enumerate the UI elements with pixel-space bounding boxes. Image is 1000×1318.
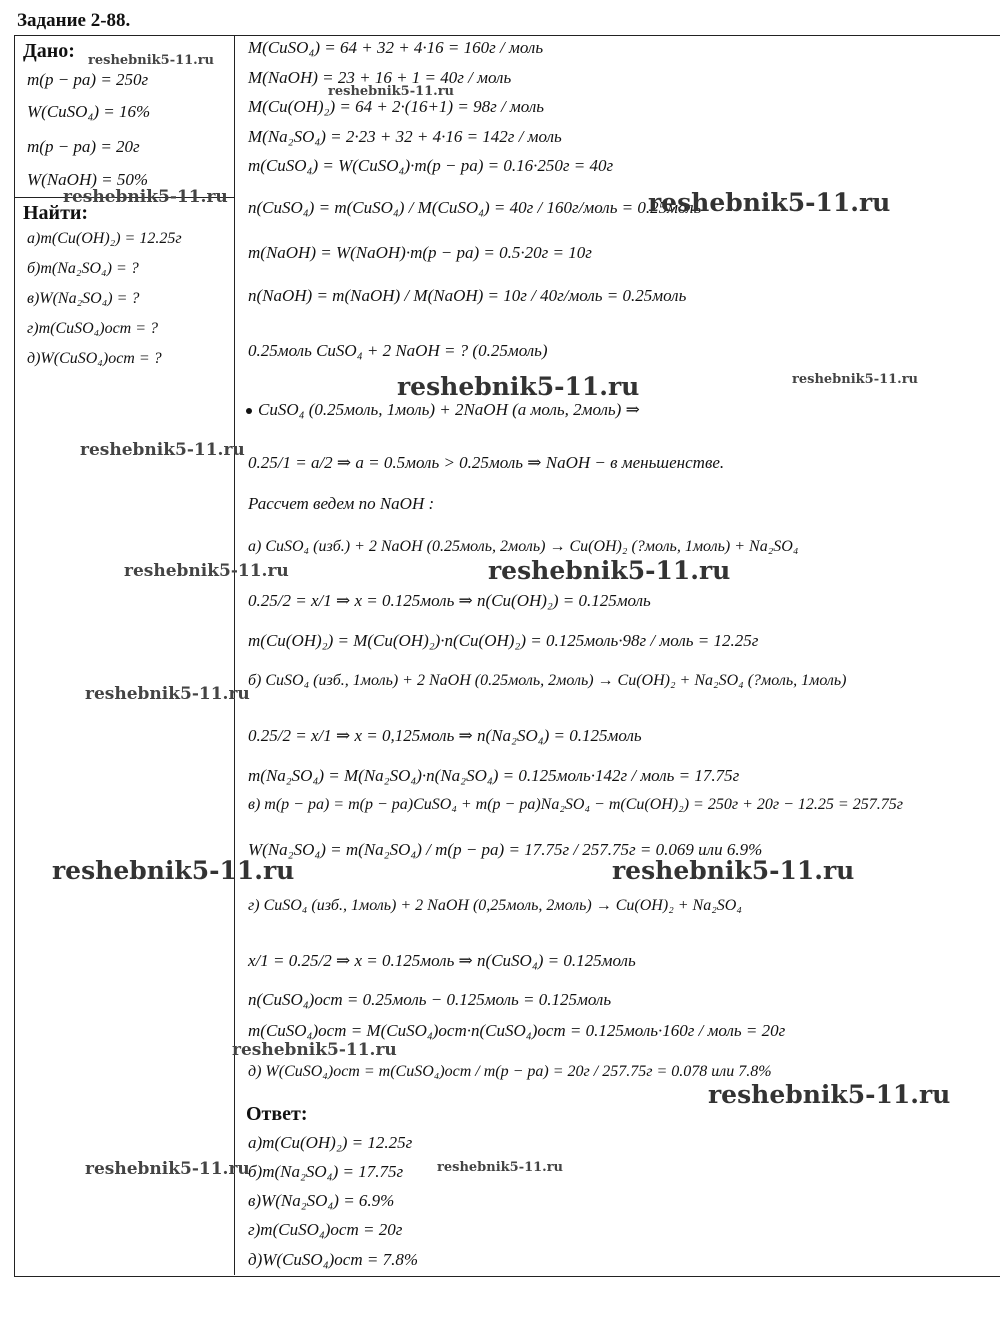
- solution-line: 0.25/2 = x/1 ⇒ x = 0,125моль ⇒ n(Na₂SO₄) = 0.125моль: [248, 726, 642, 745]
- solution-line: д) W(CuSO₄)ост = m(CuSO₄)ост / m(p − pa) = 20г / 257.75г = 0.078 или 7.8%: [248, 1063, 772, 1080]
- watermark: reshebnik5-11.ru: [648, 188, 891, 217]
- solution-line: б) CuSO₄ (изб., 1моль) + 2 NaOH (0.25моль, 2моль) → Cu(OH)₂ + Na₂SO₄ (?моль, 1моль): [248, 672, 847, 689]
- solution-line: 0.25/1 = а/2 ⇒ а = 0.5моль > 0.25моль ⇒ NaOH − в меньшенстве.: [248, 453, 725, 472]
- solution-line: m(NaOH) = W(NaOH)·m(p − pa) = 0.5·20г = 10г: [248, 243, 592, 262]
- answer-line: д)W(CuSO₄)ост = 7.8%: [248, 1250, 418, 1269]
- solution-line: M(CuSO₄) = 64 + 32 + 4·16 = 160г / моль: [248, 38, 544, 57]
- watermark: reshebnik5-11.ru: [328, 84, 455, 99]
- watermark: reshebnik5-11.ru: [88, 53, 215, 68]
- answer-line: г)m(CuSO₄)ост = 20г: [248, 1220, 403, 1239]
- given-heading: Дано:: [23, 40, 75, 62]
- solution-line: m(Na₂SO₄) = M(Na₂SO₄)·n(Na₂SO₄) = 0.125моль·142г / моль = 17.75г: [248, 766, 740, 785]
- solution-line: в) m(p − pa) = m(p − pa)CuSO₄ + m(p − pa)Na₂SO₄ − m(Cu(OH)₂) = 250г + 20г − 12.25 = 257.75г: [248, 796, 903, 813]
- watermark: reshebnik5-11.ru: [85, 1159, 250, 1179]
- solution-line: M(Cu(OH)₂) = 64 + 2·(16+1) = 98г / моль: [248, 97, 544, 116]
- find-line: в)W(Na₂SO₄) = ?: [27, 290, 140, 307]
- given-line: W(NaOH) = 50%: [27, 170, 149, 189]
- bullet-icon: [246, 408, 252, 414]
- watermark: reshebnik5-11.ru: [232, 1040, 397, 1060]
- given-line: m(p − pa) = 250г: [27, 70, 149, 89]
- solution-line: W(Na₂SO₄) = m(Na₂SO₄) / m(p − pa) = 17.75г / 257.75г = 0.069 или 6.9%: [248, 840, 763, 859]
- watermark: reshebnik5-11.ru: [708, 1080, 951, 1109]
- solution-line: M(NaOH) = 23 + 16 + 1 = 40г / моль: [248, 68, 512, 87]
- answer-line: б)m(Na₂SO₄) = 17.75г: [248, 1162, 404, 1181]
- task-title: Задание 2-88.: [17, 10, 131, 31]
- solution-line: n(CuSO₄) = m(CuSO₄) / M(CuSO₄) = 40г / 160г/моль = 0.25моль: [248, 198, 702, 217]
- watermark: reshebnik5-11.ru: [488, 556, 731, 585]
- given-line: m(p − pa) = 20г: [27, 137, 140, 156]
- solution-line: Рассчет ведем по NaOH :: [248, 494, 435, 513]
- solution-line: m(Cu(OH)₂) = M(Cu(OH)₂)·n(Cu(OH)₂) = 0.125моль·98г / моль = 12.25г: [248, 631, 759, 650]
- column-divider: [234, 35, 235, 1275]
- solution-line: x/1 = 0.25/2 ⇒ x = 0.125моль ⇒ n(CuSO₄) = 0.125моль: [248, 951, 636, 970]
- watermark: reshebnik5-11.ru: [612, 856, 855, 885]
- solution-line: 0.25/2 = x/1 ⇒ x = 0.125моль ⇒ n(Cu(OH)₂) = 0.125моль: [248, 591, 651, 610]
- find-line: б)m(Na₂SO₄) = ?: [27, 260, 139, 277]
- watermark: reshebnik5-11.ru: [397, 372, 640, 401]
- watermark: reshebnik5-11.ru: [63, 187, 228, 207]
- answer-line: а)m(Cu(OH)₂) = 12.25г: [248, 1133, 413, 1152]
- watermark: reshebnik5-11.ru: [52, 856, 295, 885]
- find-line: д)W(CuSO₄)ост = ?: [27, 350, 162, 367]
- watermark: reshebnik5-11.ru: [80, 440, 245, 460]
- solution-line: а) CuSO₄ (изб.) + 2 NaOH (0.25моль, 2моль) → Cu(OH)₂ (?моль, 1моль) + Na₂SO₄: [248, 538, 799, 555]
- watermark: reshebnik5-11.ru: [124, 561, 289, 581]
- solution-line: CuSO₄ (0.25моль, 1моль) + 2NaOH (а моль, 2моль) ⇒: [258, 400, 640, 419]
- given-line: W(CuSO₄) = 16%: [27, 102, 151, 121]
- solution-line: 0.25моль CuSO₄ + 2 NaOH = ? (0.25моль): [248, 341, 548, 360]
- watermark: reshebnik5-11.ru: [85, 684, 250, 704]
- watermark: reshebnik5-11.ru: [792, 372, 919, 387]
- solution-line: г) CuSO₄ (изб., 1моль) + 2 NaOH (0,25моль, 2моль) → Cu(OH)₂ + Na₂SO₄: [248, 897, 742, 914]
- answer-line: в)W(Na₂SO₄) = 6.9%: [248, 1191, 395, 1210]
- find-heading: Найти:: [23, 202, 89, 224]
- find-line: г)m(CuSO₄)ост = ?: [27, 320, 159, 337]
- solution-line: n(CuSO₄)ост = 0.25моль − 0.125моль = 0.125моль: [248, 990, 612, 1009]
- solution-line: M(Na₂SO₄) = 2·23 + 32 + 4·16 = 142г / моль: [248, 127, 562, 146]
- solution-line: m(CuSO₄) = W(CuSO₄)·m(p − pa) = 0.16·250г = 40г: [248, 156, 614, 175]
- watermark: reshebnik5-11.ru: [437, 1160, 564, 1175]
- solution-line: m(CuSO₄)ост = M(CuSO₄)ост·n(CuSO₄)ост = 0.125моль·160г / моль = 20г: [248, 1021, 786, 1040]
- find-line: а)m(Cu(OH)₂) = 12.25г: [27, 230, 182, 247]
- solution-line: n(NaOH) = m(NaOH) / M(NaOH) = 10г / 40г/моль = 0.25моль: [248, 286, 687, 305]
- answer-heading: Ответ:: [246, 1103, 308, 1125]
